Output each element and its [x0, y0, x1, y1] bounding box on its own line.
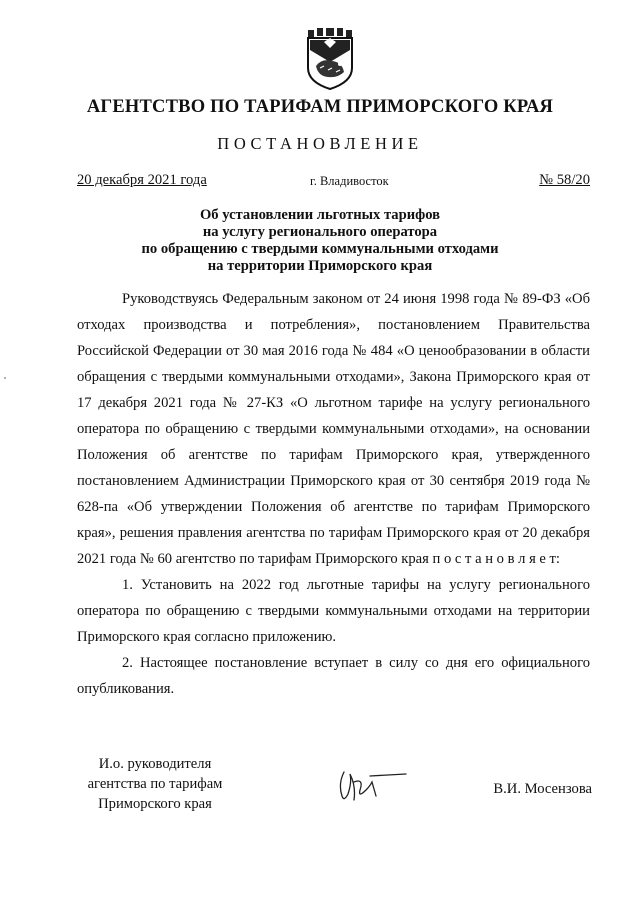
body-paragraph: Руководствуясь Федеральным законом от 24 июня 1998 года № 89-ФЗ «Об отходах производства и потребления», постановлением Правительства Российской Федерации от 30 мая 2016 года № 484 «О ценообразовании в области обращения с твердыми коммунальными отходами», Закона Приморского края от 17 декабря 2021 года № 27-КЗ «О льготном тарифе на услугу регионального оператора по обращению с твердыми коммунальными отходами», на основании Положения об агентстве по тарифам Приморского края, утвержденного постановлением Администрации Приморского края от 30 сентября 2019 года № 628-па «Об утверждении Положения об агентстве по тарифам Приморского края», решения правления агентства по тарифам Приморского края от 20 декабря 2021 года № 60 агентство по тарифам Приморского края п о с т а н о в л я е т: — [77, 291, 590, 567]
document-number: № 58/20 — [539, 172, 590, 188]
document-body — [77, 286, 590, 702]
title-line: Об установлении льготных тарифов — [199, 207, 441, 223]
document-type: ПОСТАНОВЛЕНИЕ — [217, 134, 423, 153]
document-city: г. Владивосток — [310, 174, 389, 188]
scan-speck — [4, 377, 6, 379]
signatory-position-line: Приморского края — [98, 796, 212, 812]
signatory-position-line: И.о. руководителя — [98, 756, 212, 772]
signatory-position-line: агентства по тарифам — [87, 776, 223, 792]
agency-name: АГЕНТСТВО ПО ТАРИФАМ ПРИМОРСКОГО КРАЯ — [86, 97, 554, 117]
coat-of-arms-icon — [304, 28, 356, 90]
body-paragraph: 2. Настоящее постановление вступает в силу со дня его официального опубликования. — [77, 655, 590, 697]
body-paragraph: 1. Установить на 2022 год льготные тарифы на услугу регионального оператора по обращению с твердыми коммунальными отходами на территории Приморского края согласно приложению. — [77, 577, 590, 645]
document-title — [40, 207, 600, 275]
signatory-position — [70, 754, 240, 814]
document-date: 20 декабря 2021 года — [77, 172, 207, 188]
handwritten-signature-icon — [330, 760, 410, 806]
title-line: на услугу регионального оператора — [202, 224, 438, 240]
signatory-name: В.И. Мосензова — [493, 781, 592, 797]
title-line: по обращению с твердыми коммунальными отходами — [141, 241, 499, 257]
title-line: на территории Приморского края — [207, 258, 433, 274]
